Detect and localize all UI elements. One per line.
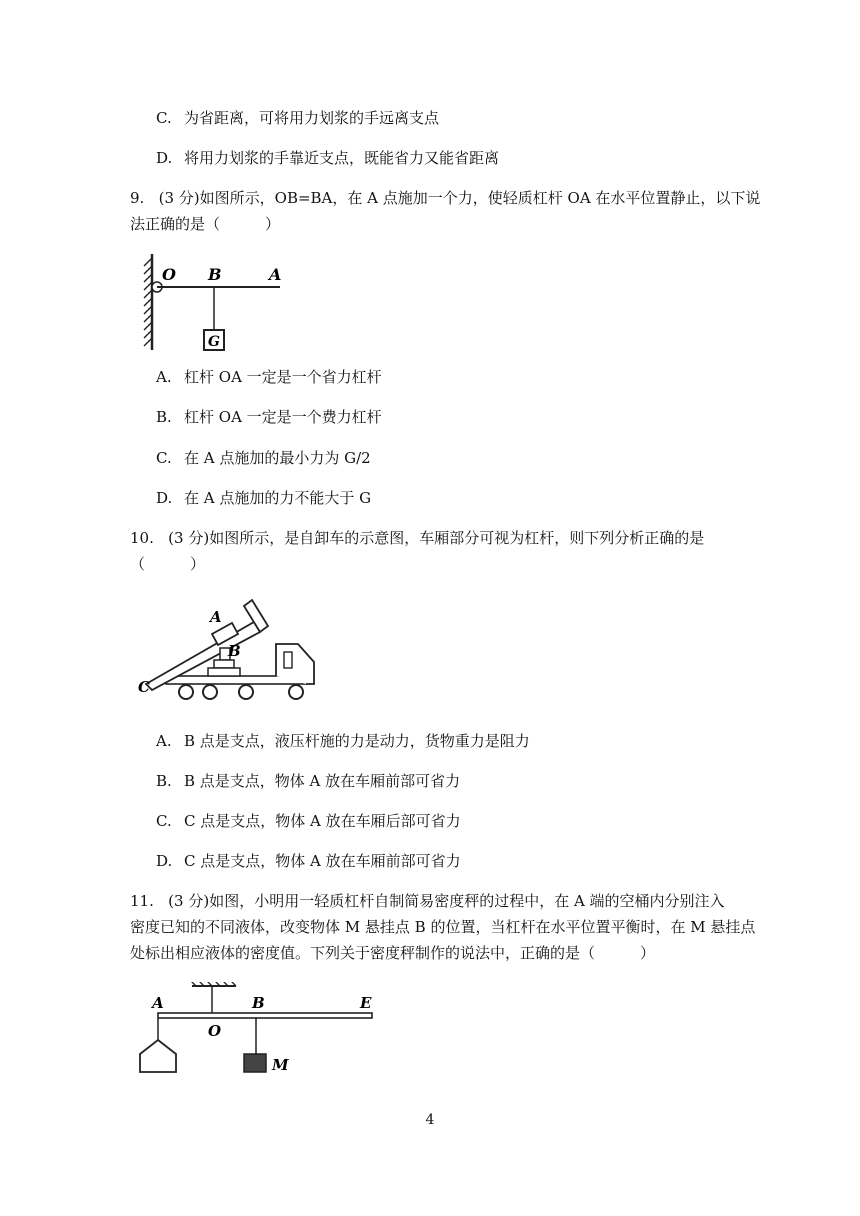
option-c-q9	[156, 448, 371, 468]
wheel-icon	[289, 685, 303, 699]
option-text: C 点是支点，物体 A 放在车厢前部可省力	[184, 852, 461, 870]
hydraulic-base	[208, 668, 240, 676]
option-label: C.	[156, 109, 172, 127]
option-d-q10	[156, 851, 461, 871]
question-number: 11.	[130, 892, 154, 910]
label-m: M	[272, 1056, 289, 1074]
option-label: D.	[156, 852, 173, 870]
density-scale-figure-q11	[128, 982, 380, 1080]
label-a: A	[269, 265, 282, 284]
option-label: D.	[156, 489, 173, 507]
question-11-line-1	[130, 891, 725, 911]
option-c-q10	[156, 811, 461, 831]
option-text: B 点是支点，液压杆施的力是动力，货物重力是阻力	[184, 732, 530, 750]
question-9-line-2: 法正确的是（ ）	[130, 215, 281, 233]
label-c: C	[138, 678, 150, 696]
wheel-icon	[179, 685, 193, 699]
option-b-q9	[156, 407, 382, 427]
page-number: 4	[425, 1112, 435, 1128]
label-o: O	[208, 1022, 222, 1040]
option-label: B.	[156, 408, 172, 426]
question-text: (3 分)如图，小明用一轻质杠杆自制简易密度秤的过程中，在 A 端的空桶内分别注入	[168, 892, 725, 910]
option-label: C.	[156, 449, 172, 467]
lever-bar	[158, 1013, 372, 1018]
option-b-q10	[156, 771, 460, 791]
weight-block	[244, 1054, 266, 1072]
question-text: (3 分)如图所示，是自卸车的示意图，车厢部分可视为杠杆，则下列分析正确的是	[168, 529, 705, 547]
question-10-line-1	[130, 528, 704, 548]
cab-window	[284, 652, 292, 668]
option-label: B.	[156, 772, 172, 790]
option-label: A.	[156, 368, 172, 386]
label-b: B	[252, 994, 265, 1012]
option-label: A.	[156, 732, 172, 750]
question-number: 9.	[130, 189, 145, 207]
option-text: 在 A 点施加的力不能大于 G	[184, 489, 372, 507]
wheel-icon	[203, 685, 217, 699]
option-c-q8	[156, 108, 439, 128]
option-a-q9	[156, 367, 382, 387]
option-text: C 点是支点，物体 A 放在车厢后部可省力	[184, 812, 461, 830]
label-o: O	[162, 265, 176, 284]
label-a: A	[152, 994, 164, 1012]
question-text: (3 分)如图所示，OB=BA，在 A 点施加一个力，使轻质杠杆 OA 在水平位置静止，以下说	[158, 189, 761, 207]
option-text: 将用力划浆的手靠近支点，既能省力又能省距离	[184, 149, 500, 167]
question-11-line-3: 处标出相应液体的密度值。下列关于密度秤制作的说法中，正确的是（ ）	[130, 944, 656, 962]
option-text: 杠杆 OA 一定是一个省力杠杆	[184, 368, 382, 386]
option-a-q10	[156, 731, 530, 751]
hydraulic-cylinder	[214, 660, 234, 668]
option-text: 杠杆 OA 一定是一个费力杠杆	[184, 408, 382, 426]
question-number: 10.	[130, 529, 154, 547]
option-text: 在 A 点施加的最小力为 G/2	[184, 449, 371, 467]
question-10-line-2: （ ）	[130, 555, 206, 573]
dump-truck-figure-q10	[136, 592, 326, 708]
option-label: D.	[156, 149, 173, 167]
label-b: B	[228, 642, 241, 660]
question-11-line-2: 密度已知的不同液体，改变物体 M 悬挂点 B 的位置，当杠杆在水平位置平衡时，在 M 悬挂点	[130, 918, 756, 936]
option-text: 为省距离，可将用力划浆的手远离支点	[184, 109, 440, 127]
label-a: A	[210, 608, 222, 626]
option-text: B 点是支点，物体 A 放在车厢前部可省力	[184, 772, 461, 790]
bucket-shape	[140, 1040, 176, 1072]
option-label: C.	[156, 812, 172, 830]
label-e: E	[360, 994, 372, 1012]
wheel-icon	[239, 685, 253, 699]
question-9-line-1	[130, 188, 760, 208]
lever-figure-q9	[138, 250, 298, 354]
option-d-q9	[156, 488, 371, 508]
label-b: B	[208, 265, 222, 284]
label-g: G	[208, 334, 220, 350]
option-d-q8	[156, 148, 499, 168]
